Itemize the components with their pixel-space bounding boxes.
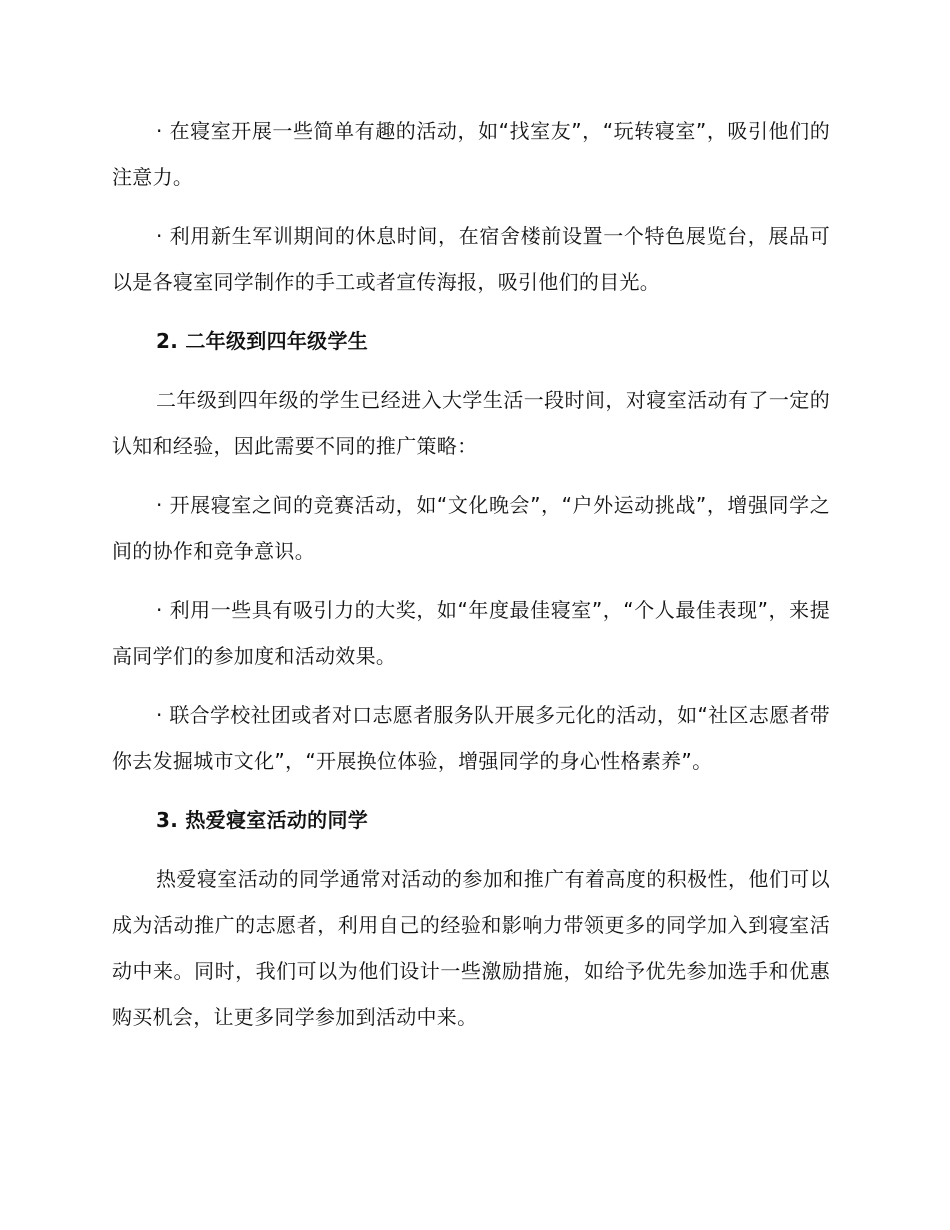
bullet-paragraph: · 利用新生军训期间的休息时间，在宿舍楼前设置一个特色展览台，展品可以是各寝室同学制作的手工或者宣传海报，吸引他们的目光。 bbox=[112, 224, 830, 294]
body-paragraph: 热爱寝室活动的同学通常对活动的参加和推广有着高度的积极性，他们可以成为活动推广的志愿者，利用自己的经验和影响力带领更多的同学加入到寝室活动中来。同时，我们可以为他们设计一些激励措施，如给予优先参加选手和优惠购买机会，让更多同学参加到活动中来。 bbox=[112, 867, 830, 1029]
bullet-paragraph: · 开展寝室之间的竞赛活动，如“文化晚会”，“户外运动挑战”，增强同学之间的协作和竞争意识。 bbox=[112, 493, 830, 563]
document-body bbox=[112, 108, 830, 1053]
bullet-paragraph: · 在寝室开展一些简单有趣的活动，如“找室友”，“玩转寝室”，吸引他们的注意力。 bbox=[112, 119, 830, 189]
bullet-paragraph: · 联合学校社团或者对口志愿者服务队开展多元化的活动，如“社区志愿者带你去发掘城市文化”，“开展换位体验，增强同学的身心性格素养”。 bbox=[112, 703, 830, 773]
section-heading: 3. 热爱寝室活动的同学 bbox=[156, 808, 369, 832]
body-paragraph: 二年级到四年级的学生已经进入大学生活一段时间，对寝室活动有了一定的认知和经验，因此需要不同的推广策略： bbox=[112, 388, 830, 458]
section-heading: 2. 二年级到四年级学生 bbox=[156, 329, 369, 353]
bullet-paragraph: · 利用一些具有吸引力的大奖，如“年度最佳寝室”，“个人最佳表现”，来提高同学们的参加度和活动效果。 bbox=[112, 598, 830, 668]
